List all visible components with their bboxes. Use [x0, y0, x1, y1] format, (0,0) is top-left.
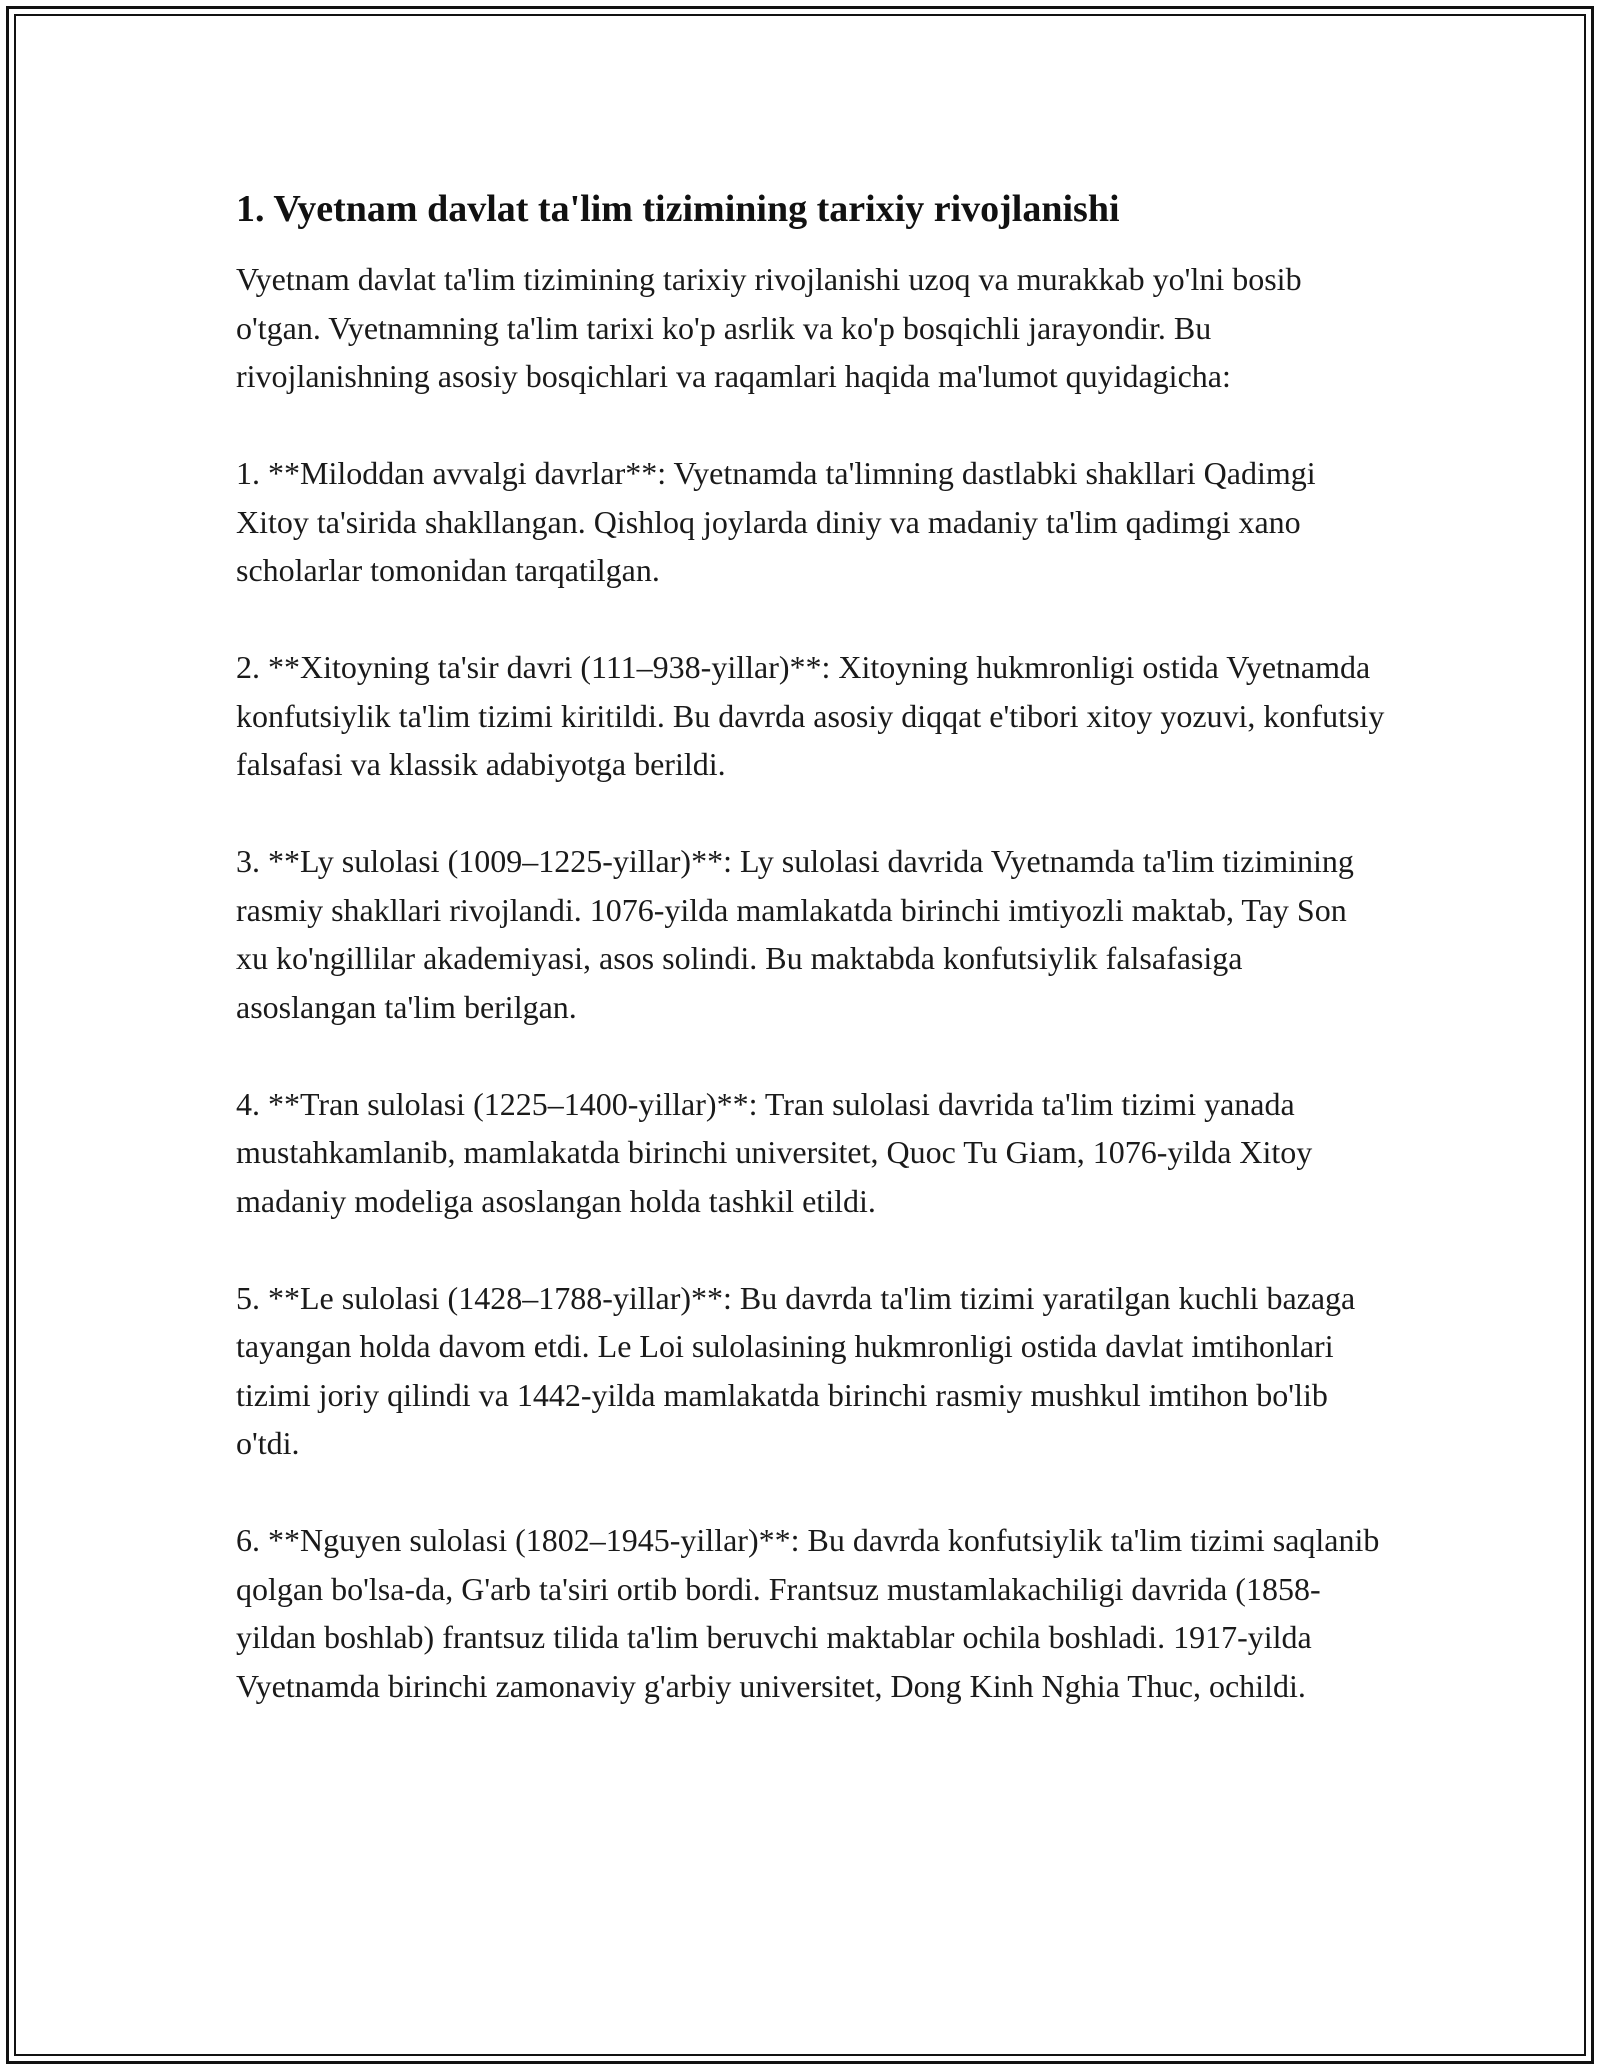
paragraph-ly-dynasty: 3. **Ly sulolasi (1009–1225-yillar)**: Ly sulolasi davrida Vyetnamda ta'lim tizimining rasmiy shakllari rivojlandi. 1076-yilda mamlakatda birinchi imtiyozli maktab, Tay Son xu ko'ngillilar akademiyasi, asos solindi. Bu maktabda konfutsiylik falsafasiga asoslangan ta'lim berilgan.	[236, 843, 1354, 1025]
paragraph-ancient-period: 1. **Miloddan avvalgi davrlar**: Vyetnamda ta'limning dastlabki shakllari Qadimgi Xitoy ta'sirida shakllangan. Qishloq joylarda diniy va madaniy ta'lim qadimgi xano scholarlar tomonidan tarqatilgan.	[236, 455, 1316, 588]
intro-paragraph: Vyetnam davlat ta'lim tizimining tarixiy rivojlanishi uzoq va murakkab yo'lni bosib o'tgan. Vyetnamning ta'lim tarixi ko'p asrlik va ko'p bosqichli jarayondir. Bu rivojlanishning asosiy bosqichlari va raqamlari haqida ma'lumot quyidagicha:	[236, 261, 1302, 394]
paragraph-chinese-influence: 2. **Xitoyning ta'sir davri (111–938-yillar)**: Xitoyning hukmronligi ostida Vyetnamda konfutsiylik ta'lim tizimi kiritildi. Bu davrda asosiy diqqat e'tibori xitoy yozuvi, konfutsiy falsafasi va klassik adabiyotga berildi.	[236, 649, 1385, 782]
paragraph-tran-dynasty: 4. **Tran sulolasi (1225–1400-yillar)**: Tran sulolasi davrida ta'lim tizimi yanada mustahkamlanib, mamlakatda birinchi universitet, Quoc Tu Giam, 1076-yilda Xitoy madaniy modeliga asoslangan holda tashkil etildi.	[236, 1085, 1313, 1219]
document-title: 1. Vyetnam davlat ta'lim tizimining tarixiy rivojlanishi	[236, 188, 1120, 230]
document-body	[236, 185, 1386, 1759]
paragraph-nguyen-dynasty: 6. **Nguyen sulolasi (1802–1945-yillar)**: Bu davrda konfutsiylik ta'lim tizimi saqlanib qolgan bo'lsa-da, G'arb ta'siri ortib bordi. Frantsuz mustamlakachiligi davrida (1858-yildan boshlab) frantsuz tilida ta'lim beruvchi maktablar ochila boshladi. 1917-yilda Vyetnamda birinchi zamonaviy g'arbiy universitet, Dong Kinh Nghia Thuc, ochildi.	[236, 1522, 1380, 1704]
paragraph-le-dynasty: 5. **Le sulolasi (1428–1788-yillar)**: Bu davrda ta'lim tizimi yaratilgan kuchli bazaga tayangan holda davom etdi. Le Loi sulolasining hukmronligi ostida davlat imtihonlari tizimi joriy qilindi va 1442-yilda mamlakatda birinchi rasmiy mushkul imtihon bo'lib o'tdi.	[236, 1279, 1356, 1461]
